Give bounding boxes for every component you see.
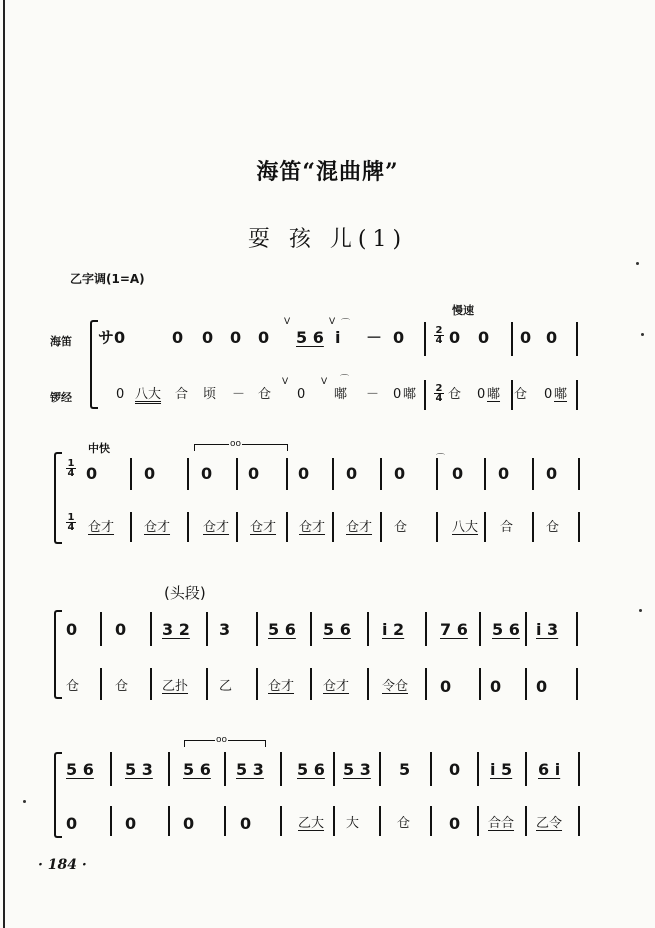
barline [379, 752, 381, 786]
barline [187, 512, 189, 542]
section-label: (头段) [164, 584, 206, 602]
barline [525, 752, 527, 786]
breath-mark: V [321, 377, 328, 387]
barline [310, 612, 312, 646]
barline [525, 806, 527, 836]
perc: 合 [500, 520, 514, 535]
perc: 嘟 [403, 387, 417, 402]
note-group: 6 i [538, 760, 561, 779]
perc: 0 [477, 387, 486, 402]
perc: 仓才 [346, 520, 373, 535]
note: 0 [393, 328, 405, 347]
perc: 仓 [448, 387, 462, 402]
barline [206, 668, 208, 700]
barline [286, 458, 288, 490]
score-subtitle: 耍 孩 儿(1) [247, 227, 408, 252]
perc: 乙大 [298, 816, 325, 831]
note: 0 [449, 760, 461, 779]
barline [280, 752, 282, 786]
barline [187, 458, 189, 490]
barline [224, 806, 226, 836]
perc: 仓才 [88, 520, 115, 535]
barline [332, 458, 334, 490]
time-signature: $\frac{1}{4}$ [67, 512, 75, 533]
perc: 0 [393, 387, 402, 402]
perc: 八大 [452, 520, 479, 535]
perc: 仓 [115, 679, 129, 694]
system-brace [54, 452, 62, 544]
barline [380, 512, 382, 542]
perc: 嘟 [334, 387, 348, 402]
instrument-label-haidi: 海笛 [50, 335, 72, 348]
barline [236, 458, 238, 490]
note-group: 5 6 [66, 760, 94, 779]
barline [477, 806, 479, 836]
barline [479, 668, 481, 700]
barline [532, 512, 534, 542]
barline [168, 806, 170, 836]
note: 5 [399, 760, 411, 779]
system-brace [54, 610, 62, 699]
print-speck [639, 609, 642, 612]
perc: 0 [66, 814, 78, 833]
note-group: 5 6 [323, 620, 351, 639]
barline [130, 512, 132, 542]
barline [576, 612, 578, 646]
note-group: i 3 [536, 620, 559, 639]
perc: 0 [183, 814, 195, 833]
barline [168, 752, 170, 786]
tempo-marking-medium-fast: 中快 [88, 442, 110, 455]
note-group: 5 3 [125, 760, 153, 779]
barline [380, 458, 382, 490]
barline [424, 322, 426, 356]
print-speck [23, 800, 26, 803]
note: 0 [498, 464, 510, 483]
note: 0 [546, 464, 558, 483]
perc: 0 [297, 387, 306, 402]
note: 0 [172, 328, 184, 347]
barline [576, 380, 578, 410]
barline [379, 806, 381, 836]
perc: 仓才 [203, 520, 230, 535]
note: 0 [478, 328, 490, 347]
barline [130, 458, 132, 490]
note-group: 5 6 [297, 760, 325, 779]
perc: 仓 [546, 520, 560, 535]
fermata-mark: ⌒ [341, 319, 351, 329]
barline [484, 512, 486, 542]
note-group: 5 6 [268, 620, 296, 639]
score-title: 海笛“混曲牌” [256, 159, 399, 185]
key-signature: 乙字调(1=A) [70, 272, 145, 286]
note: サ0 [98, 328, 126, 347]
fermata-mark: ⌒ [436, 454, 446, 464]
note: 0 [201, 464, 213, 483]
barline [424, 380, 426, 410]
barline [310, 668, 312, 700]
barline [430, 806, 432, 836]
note-group: 5 6 [183, 760, 211, 779]
barline [576, 668, 578, 700]
barline [333, 806, 335, 836]
note: 0 [66, 620, 78, 639]
note-group: 3 2 [162, 620, 190, 639]
perc: 合 [175, 387, 189, 402]
note-group: 5 3 [343, 760, 371, 779]
perc: 0 [536, 677, 548, 696]
perc: － [366, 387, 380, 402]
barline [436, 512, 438, 542]
barline [425, 668, 427, 700]
perc: 0 [116, 387, 125, 402]
perc: 0 [544, 387, 553, 402]
barline [280, 806, 282, 836]
barline [477, 752, 479, 786]
perc: 乙 [219, 679, 233, 694]
note: 0 [346, 464, 358, 483]
note-group: 5 3 [236, 760, 264, 779]
perc: 0 [125, 814, 137, 833]
barline [332, 512, 334, 542]
perc: 仓才 [299, 520, 326, 535]
barline [576, 322, 578, 356]
perc: 令仓 [382, 679, 409, 694]
note: 0 [452, 464, 464, 483]
barline [578, 512, 580, 542]
barline [511, 322, 513, 356]
barline [286, 512, 288, 542]
perc: 合合 [488, 816, 515, 831]
note: 0 [115, 620, 127, 639]
perc: 0 [240, 814, 252, 833]
barline [206, 612, 208, 646]
barline [333, 752, 335, 786]
bracket-label: oo [230, 439, 242, 449]
perc: 仓 [66, 679, 80, 694]
print-speck [636, 262, 639, 265]
perc: 嘟 [487, 387, 501, 402]
page-number: · 184 · [38, 857, 87, 873]
perc: 0 [449, 814, 461, 833]
barline [532, 458, 534, 490]
note: 0 [449, 328, 461, 347]
note-group: 5 6 [296, 328, 324, 347]
perc: 仓 [258, 387, 272, 402]
perc: 仓才 [250, 520, 277, 535]
perc: 仓 [397, 816, 411, 831]
barline [150, 612, 152, 646]
barline [578, 806, 580, 836]
note-group: 7 6 [440, 620, 468, 639]
perc: 八大 [135, 387, 162, 402]
barline [236, 512, 238, 542]
breath-mark: V [284, 317, 291, 327]
time-signature: $\frac{2}{4}$ [435, 383, 443, 404]
note-group: i 5 [490, 760, 513, 779]
barline [110, 752, 112, 786]
barline [484, 458, 486, 490]
perc: 顷 [203, 387, 217, 402]
barline [430, 752, 432, 786]
system-brace [54, 752, 62, 838]
barline [479, 612, 481, 646]
note-group: 5 6 [492, 620, 520, 639]
note: 0 [230, 328, 242, 347]
note: i [335, 328, 341, 347]
system-brace [90, 320, 98, 409]
perc: 乙扑 [162, 679, 189, 694]
print-speck [641, 333, 644, 336]
barline [110, 806, 112, 836]
time-signature: $\frac{1}{4}$ [67, 458, 75, 479]
note: 0 [394, 464, 406, 483]
barline [425, 612, 427, 646]
barline [100, 612, 102, 646]
perc: 大 [346, 816, 360, 831]
barline [578, 458, 580, 490]
perc: 仓才 [144, 520, 171, 535]
binding-edge [3, 0, 5, 928]
note: 0 [144, 464, 156, 483]
barline [511, 380, 513, 410]
barline [256, 668, 258, 700]
perc: 嘟 [554, 387, 568, 402]
barline [256, 612, 258, 646]
time-signature: $\frac{2}{4}$ [435, 325, 443, 346]
perc: 仓 [514, 387, 528, 402]
perc: 乙令 [536, 816, 563, 831]
dash: － [366, 328, 383, 347]
bracket-label: oo [216, 735, 228, 745]
perc: － [232, 387, 246, 402]
barline [525, 668, 527, 700]
breath-mark: V [282, 377, 289, 387]
barline [367, 612, 369, 646]
note: 0 [202, 328, 214, 347]
note: 0 [86, 464, 98, 483]
barline [150, 668, 152, 700]
tempo-marking-slow: 慢速 [452, 304, 474, 317]
barline [224, 752, 226, 786]
barline [525, 612, 527, 646]
perc: 仓才 [268, 679, 295, 694]
note: 0 [248, 464, 260, 483]
note: 0 [520, 328, 532, 347]
barline [367, 668, 369, 700]
note-group: i 2 [382, 620, 405, 639]
note: 3 [219, 620, 231, 639]
fermata-mark: ⌒ [340, 375, 350, 385]
instrument-label-luojing: 锣经 [50, 391, 72, 404]
barline [100, 668, 102, 700]
perc: 仓 [394, 520, 408, 535]
perc: 仓才 [323, 679, 350, 694]
barline [578, 752, 580, 786]
breath-mark: V [329, 317, 336, 327]
perc: 0 [440, 677, 452, 696]
note: 0 [546, 328, 558, 347]
note: 0 [298, 464, 310, 483]
note: 0 [258, 328, 270, 347]
perc: 0 [490, 677, 502, 696]
